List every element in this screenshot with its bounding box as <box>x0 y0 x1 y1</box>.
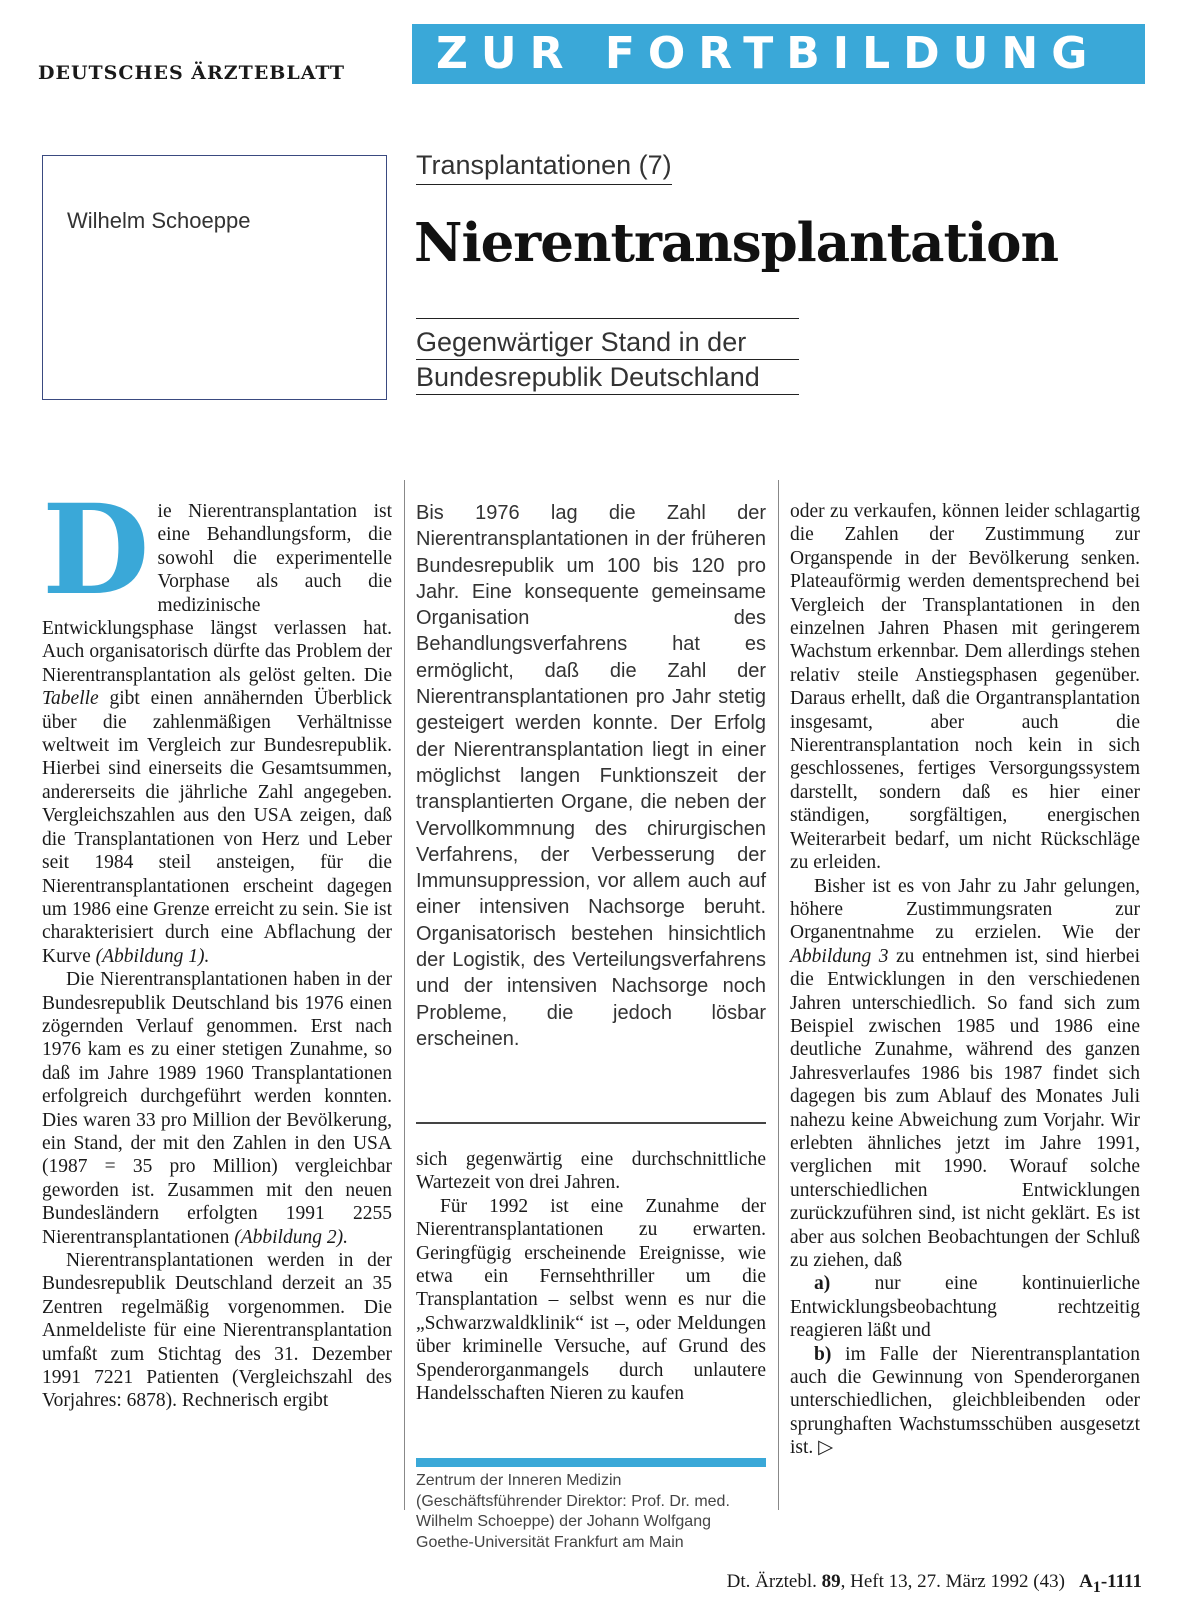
paragraph: oder zu verkaufen, können leider schlagartig die Zahlen der Zustimmung zur Organspende in der Bevölkerung senken. Plateauförmig werden dementsprechend bei Vergleich der Transplantationen in den einzelnen Jahren Phasen mit geringerem Wachstum erkennbar. Dem allerdings stehen relativ steile Anstiegsphasen gegenüber. Daraus erhellt, daß die Organtransplantation insgesamt, aber auch die Nierentransplantation noch kein in sich geschlossenes, fertiges Versorgungssystem darstellt, sondern daß es hier einer ständigen, sorgfältigen, energischen Weiterarbeit bedarf, um nicht Rückschläge zu erleiden. <box>790 501 1140 874</box>
column-1 <box>42 478 392 1413</box>
article-title: Nierentransplantation <box>414 212 1058 274</box>
column-divider-2 <box>778 480 779 1510</box>
journal-name: DEUTSCHES ÄRZTEBLATT <box>38 62 346 84</box>
summary-box <box>416 500 766 1052</box>
subtitle-line-1: Gegenwärtiger Stand in der <box>416 325 799 360</box>
author-name: Wilhelm Schoeppe <box>67 208 251 233</box>
affiliation: Zentrum der Inneren Medizin (Geschäftsführender Direktor: Prof. Dr. med. Wilhelm Schoeppe) der Johann Wolfgang Goethe-Universität Frankfurt am Main <box>416 1472 730 1551</box>
section-banner: ZUR FORTBILDUNG <box>412 24 1145 84</box>
column-divider-1 <box>404 480 405 1510</box>
paragraph: Bisher ist es von Jahr zu Jahr gelungen, höhere Zustimmungsraten zur Organentnahme zu erzielen. Wie der Abbildung 3 zu entnehmen ist, sind hierbei die Entwicklungen in den verschiedenen Jahren unterschiedlich. So fand sich zum Beispiel zwischen 1985 und 1986 eine deutliche Zunahme, während des ganzen Jahresverlaufes 1986 bis 1987 findet sich dagegen bis zum Ablauf des Monates Juli nahezu keine Abweichung zum Vorjahr. Wir erlebten ähnliches jetzt im Jahre 1991, verglichen mit 1990. Worauf solche unterschiedlichen Entwicklungen zurückzuführen sind, ist nicht geklärt. Es ist aber aus solchen Beobachtungen der Schluß zu ziehen, daß <box>790 875 1140 1271</box>
list-item-b: b) im Falle der Nierentransplantation auch die Gewinnung von Spenderorganen unterschiedlichen, gleichbleibenden oder sprunghaften Wachstumsschüben ausgesetzt ist. ▷ <box>790 1343 1140 1459</box>
summary-rule <box>416 1122 766 1124</box>
page-footer: Dt. Ärztebl. 89, Heft 13, 27. März 1992 (43) $A_1-1111$ <box>726 1571 1142 1596</box>
subtitle-line-2: Bundesrepublik Deutschland <box>416 360 799 395</box>
column-3 <box>790 500 1140 1460</box>
summary-text: Bis 1976 lag die Zahl der Nierentransplantationen in der früheren Bundesrepublik um 100 bis 120 pro Jahr. Eine konsequente gemeinsame Organisation des Behandlungsverfahrens hat es ermöglicht, daß die Zahl der Nierentransplantationen pro Jahr stetig gesteigert werden konnte. Der Erfolg der Nierentransplantation liegt in einer möglichst langen Funktionszeit der transplantierten Organe, die neben der Vervollkommnung des chirurgischen Verfahrens, der Verbesserung der Immunsuppression, vor allem auch auf einer intensiven Nachsorge beruht. Organisatorisch bestehen hinsichtlich der Logistik, des Verteilungsverfahrens und der intensiven Nachsorge noch Probleme, die jedoch lösbar erscheinen. <box>416 502 766 1050</box>
paragraph: Die Nierentransplantationen haben in der Bundesrepublik Deutschland bis 1976 einen zögernden Verlauf genommen. Erst nach 1976 kam es zu einer stetigen Zunahme, so daß im Jahre 1989 1960 Transplantationen erfolgreich durchgeführt werden konnten. Dies waren 33 pro Million der Bevölkerung, ein Stand, der mit den Zahlen in den USA (1987 = 35 pro Million) vergleichbar geworden ist. Zusammen mit den neuen Bundesländern erfolgten 1991 2255 Nierentransplantationen (Abbildung 2). <box>42 969 392 1248</box>
column-2 <box>416 1148 766 1405</box>
paragraph: Nierentransplantationen werden in der Bundesrepublik Deutschland derzeit an 35 Zentren regelmäßig vorgenommen. Die Anmeldeliste für eine Nierentransplantation umfaßt zum Stichtag des 31. Dezember 1991 7221 Patienten (Vergleichszahl des Vorjahres: 6878). Rechnerisch ergibt <box>42 1250 392 1412</box>
author-box <box>42 155 387 400</box>
affiliation-bar <box>416 1458 766 1467</box>
paragraph: Die Nierentransplantation ist eine Behandlungsform, die sowohl die experimentelle Vorphase als auch die medizinische Entwicklungsphase längst verlassen hat. Auch organisatorisch dürfte das Problem der Nierentransplantation als gelöst gelten. Die Tabelle gibt einen annähernden Überblick über die zahlenmäßigen Verhältnisse weltweit im Vergleich zur Bundesrepublik. Hierbei sind einerseits die Gesamtsummen, andererseits die jährliche Zahl angegeben. Vergleichszahlen aus den USA zeigen, daß die Transplantationen von Herz und Leber seit 1984 steil ansteigen, für die Nierentransplantationen erscheint dagegen um 1986 eine Grenze erreicht zu sein. Sie ist charakterisiert durch eine Abflachung der Kurve (Abbildung 1). <box>42 478 392 967</box>
article-subtitle <box>416 318 799 395</box>
series-label: Transplantationen (7) <box>416 150 672 185</box>
paragraph: sich gegenwärtig eine durchschnittliche Wartezeit von drei Jahren. <box>416 1149 766 1194</box>
paragraph: Für 1992 ist eine Zunahme der Nierentransplantationen zu erwarten. Geringfügig erscheinende Ereignisse, wie etwa ein Fernsehthriller um die Transplantation – selbst wenn es nur die „Schwarzwaldklinik“ ist –, oder Meldungen über kriminelle Versuche, auf Grund des Spenderorganmangels durch unlautere Handelsschaften Nieren zu kaufen <box>416 1195 766 1405</box>
list-item-a: a) nur eine kontinuierliche Entwicklungsbeobachtung rechtzeitig reagieren läßt und <box>790 1273 1140 1342</box>
drop-cap: D <box>42 478 150 623</box>
